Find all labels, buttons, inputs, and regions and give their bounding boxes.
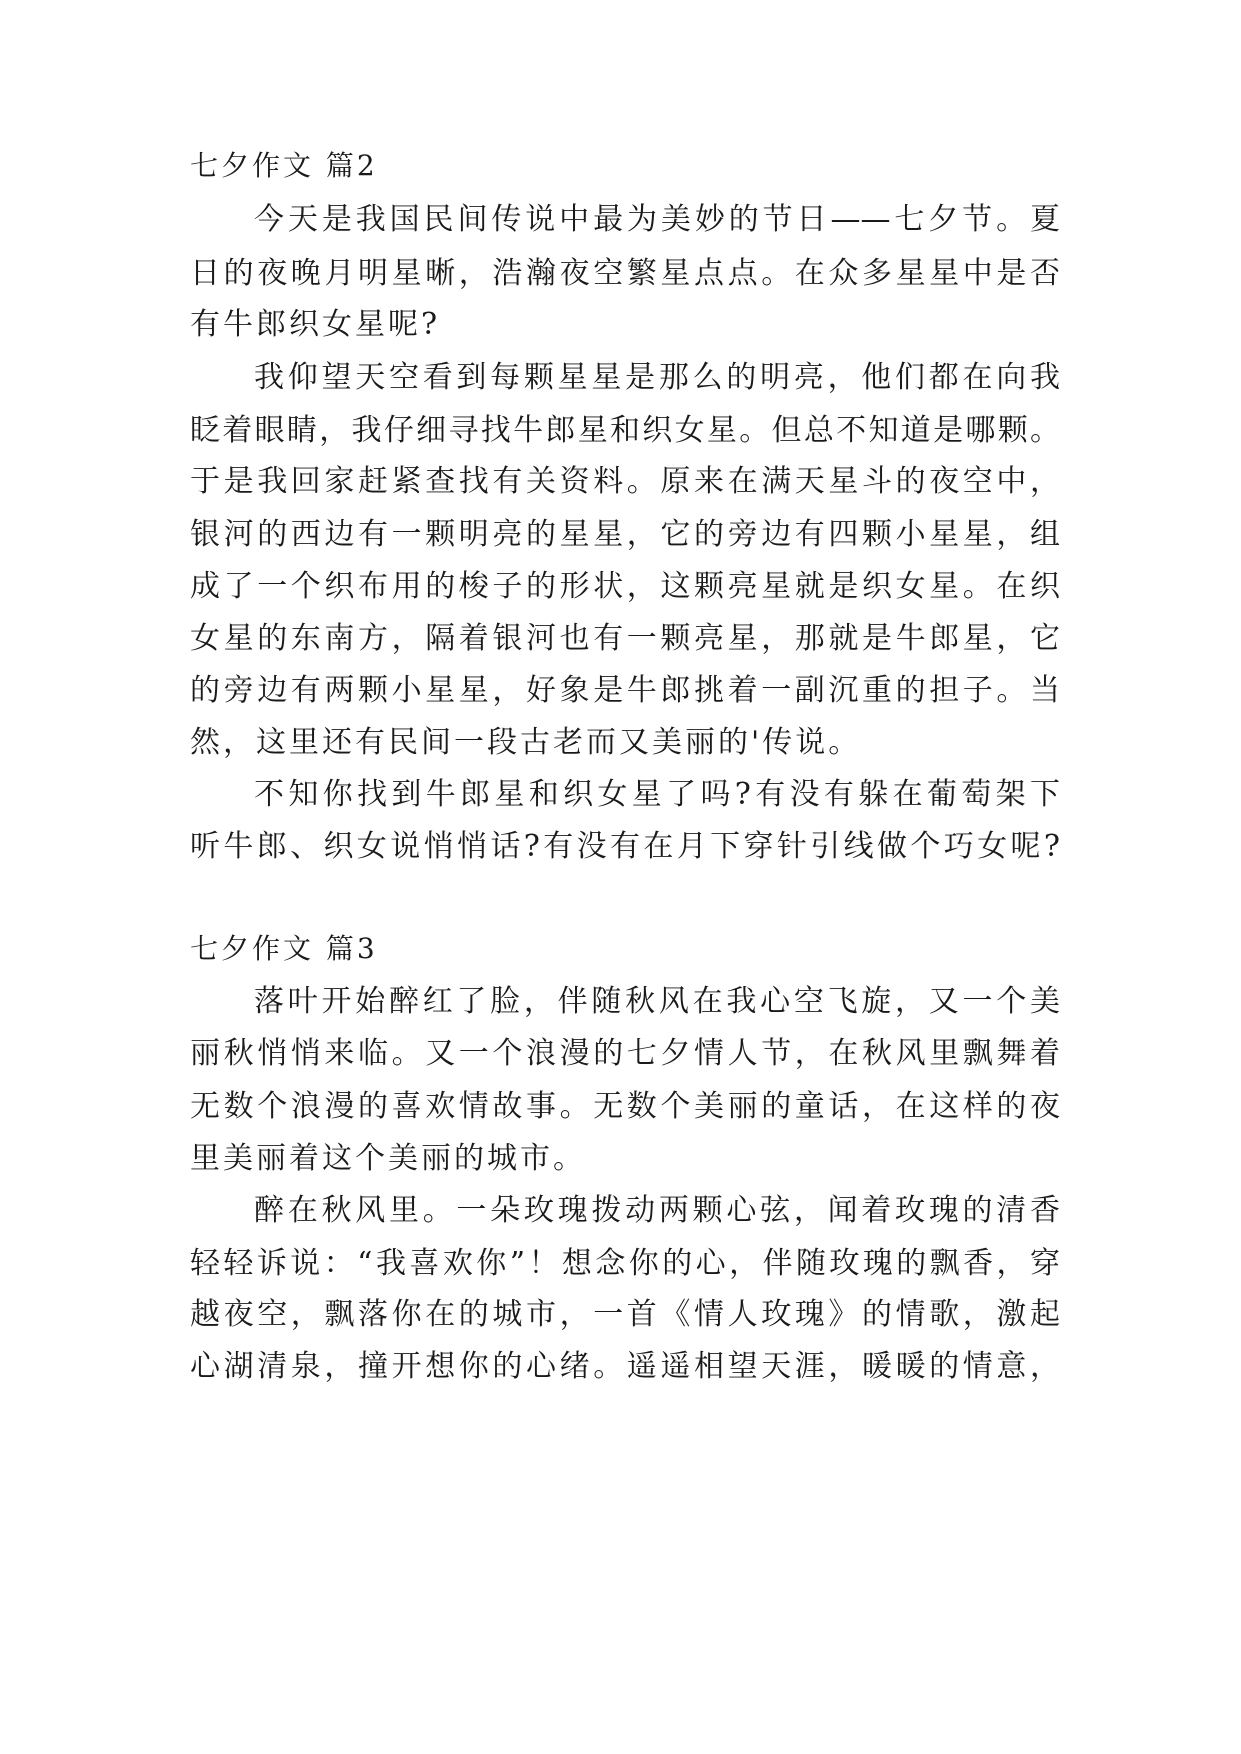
text-line: 我仰望天空看到每颗星星是那么的明亮，他们都在向我: [254, 360, 1060, 395]
text-line: 女星的东南方，隔着银河也有一颗亮星，那就是牛郎星，它: [190, 621, 1060, 656]
text-line: 银河的西边有一颗明亮的星星，它的旁边有四颗小星星，组: [190, 517, 1060, 552]
text-line: 眨着眼睛，我仔细寻找牛郎星和织女星。但总不知道是哪颗。: [190, 413, 1060, 448]
text-line: 听牛郎、织女说悄悄话?有没有在月下穿针引线做个巧女呢?: [190, 829, 1060, 864]
document-page: [190, 0, 1060, 1754]
section-heading: 七夕作文 篇2: [190, 149, 378, 182]
text-line: 丽秋悄悄来临。又一个浪漫的七夕情人节，在秋风里飘舞着: [190, 1036, 1060, 1071]
text-line: 有牛郎织女星呢?: [190, 307, 441, 342]
text-line: 越夜空，飘落你在的城市，一首《情人玫瑰》的情歌，激起: [190, 1297, 1060, 1332]
text-line: 日的夜晚月明星晰，浩瀚夜空繁星点点。在众多星星中是否: [190, 256, 1060, 291]
text-line: 于是我回家赶紧查找有关资料。原来在满天星斗的夜空中，: [190, 464, 1060, 499]
text-line: 无数个浪漫的喜欢情故事。无数个美丽的童话，在这样的夜: [190, 1089, 1060, 1124]
text-line: 的旁边有两颗小星星，好象是牛郎挑着一副沉重的担子。当: [190, 673, 1060, 708]
text-line: 轻轻诉说：“我喜欢你”！想念你的心，伴随玫瑰的飘香，穿: [190, 1246, 1060, 1281]
text-line: 不知你找到牛郎星和织女星了吗?有没有躲在葡萄架下: [254, 777, 1060, 812]
text-line: 里美丽着这个美丽的城市。: [190, 1141, 586, 1176]
text-line: 今天是我国民间传说中最为美妙的节日——七夕节。夏: [254, 202, 1060, 237]
text-line: 心湖清泉，撞开想你的心绪。遥遥相望天涯，暖暖的情意，: [190, 1349, 1060, 1384]
text-line: 成了一个织布用的梭子的形状，这颗亮星就是织女星。在织: [190, 569, 1060, 604]
text-line: 落叶开始醉红了脸，伴随秋风在我心空飞旋，又一个美: [254, 984, 1060, 1019]
section-heading: 七夕作文 篇3: [190, 932, 378, 965]
text-line: 然，这里还有民间一段古老而又美丽的'传说。: [190, 725, 862, 760]
text-line: 醉在秋风里。一朵玫瑰拨动两颗心弦，闻着玫瑰的清香: [254, 1193, 1060, 1228]
